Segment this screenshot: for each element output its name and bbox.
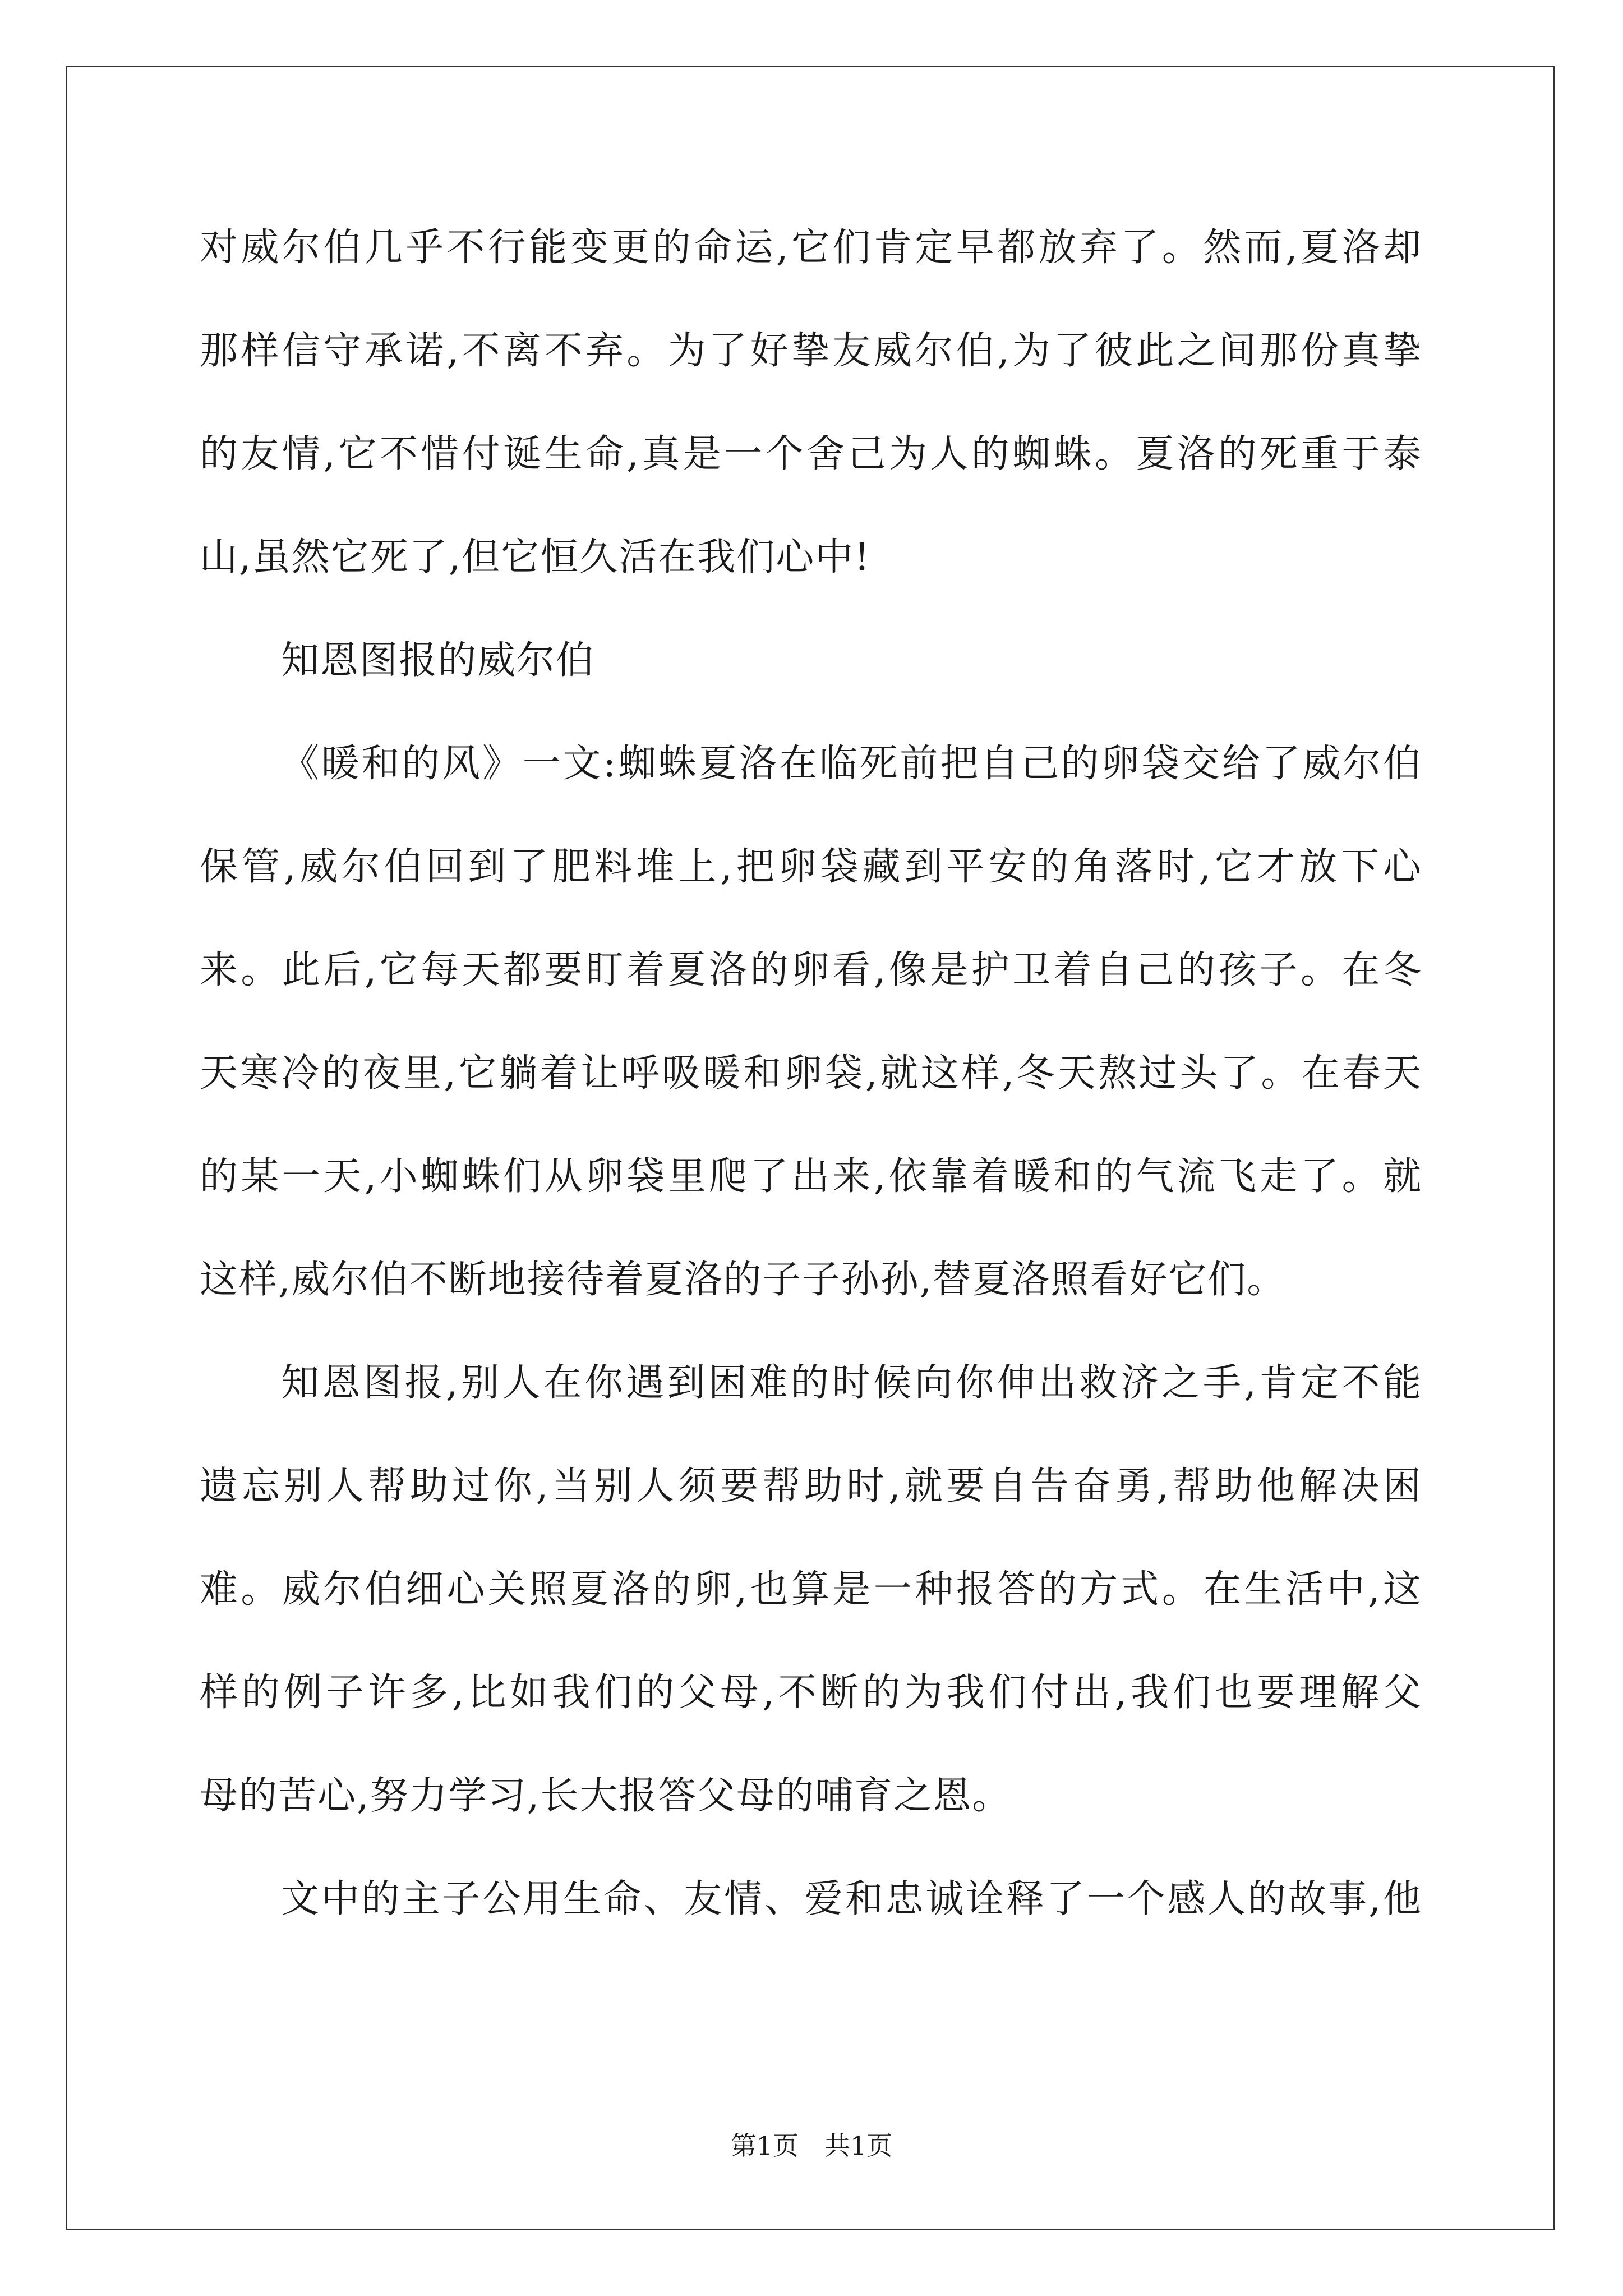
text-line: 这样,威尔伯不断地接待着夏洛的子子孙孙,替夏洛照看好它们。 xyxy=(200,1258,1287,1302)
text-line: 难。威尔伯细心关照夏洛的卵,也算是一种报答的方式。在生活中,这 xyxy=(200,1567,1422,1612)
text-line: 来。此后,它每天都要盯着夏洛的卵看,像是护卫着自己的孩子。在冬 xyxy=(200,948,1422,992)
text-line: 对威尔伯几乎不行能变更的命运,它们肯定早都放弃了。然而,夏洛却 xyxy=(200,226,1422,270)
document-body xyxy=(200,209,1422,1963)
text-line: 山,虽然它死了,但它恒久活在我们心中! xyxy=(200,535,871,579)
text-line: 保管,威尔伯回到了肥料堆上,把卵袋藏到平安的角落时,它才放下心 xyxy=(200,845,1422,889)
section-heading: 知恩图报的威尔伯 xyxy=(281,638,596,683)
text-line: 知恩图报,别人在你遇到困难的时候向你伸出救济之手,肯定不能 xyxy=(281,1361,1422,1405)
text-line: 文中的主子公用生命、友情、爱和忠诚诠释了一个感人的故事,他 xyxy=(281,1877,1422,1921)
text-line: 天寒冷的夜里,它躺着让呼吸暖和卵袋,就这样,冬天熬过头了。在春天 xyxy=(200,1051,1422,1096)
text-line: 的某一天,小蜘蛛们从卵袋里爬了出来,依靠着暖和的气流飞走了。就 xyxy=(200,1154,1422,1199)
text-line: 的友情,它不惜付诞生命,真是一个舍己为人的蜘蛛。夏洛的死重于泰 xyxy=(200,432,1422,476)
text-line: 那样信守承诺,不离不弃。为了好挚友威尔伯,为了彼此之间那份真挚 xyxy=(200,329,1422,373)
text-line: 样的例子许多,比如我们的父母,不断的为我们付出,我们也要理解父 xyxy=(200,1671,1422,1715)
page-number-footer: 第1页 共1页 xyxy=(730,2131,893,2161)
text-line: 《暖和的风》一文:蜘蛛夏洛在临死前把自己的卵袋交给了威尔伯 xyxy=(281,742,1422,786)
text-line: 母的苦心,努力学习,长大报答父母的哺育之恩。 xyxy=(200,1774,1012,1818)
text-line: 遗忘别人帮助过你,当别人须要帮助时,就要自告奋勇,帮助他解决困 xyxy=(200,1464,1422,1508)
